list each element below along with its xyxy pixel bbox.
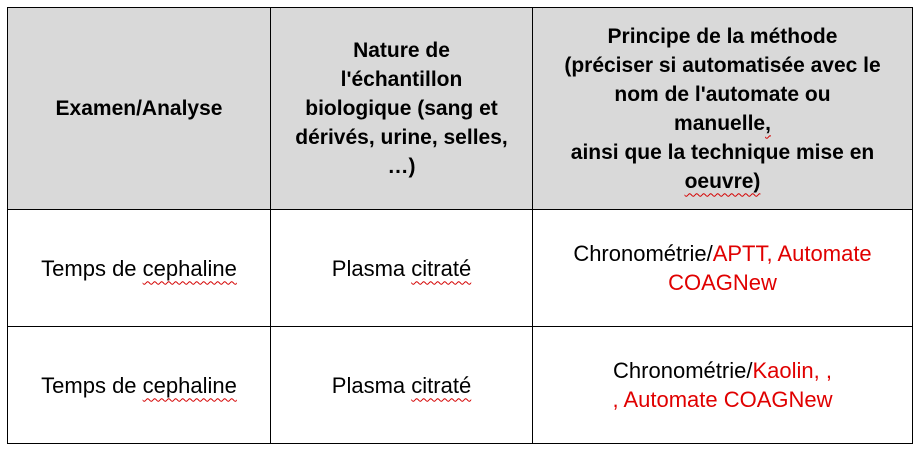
header-sample-nature — [271, 8, 533, 210]
header-method-line — [539, 109, 906, 138]
cell-sample — [271, 327, 533, 444]
header-method-principle — [533, 8, 913, 210]
exam-prefix: Temps de — [41, 372, 143, 398]
method-black-text: Chronométrie/ — [573, 241, 713, 266]
exam-word: cephaline — [142, 372, 237, 398]
cell-sample — [271, 210, 533, 327]
header-sample-line: l'échantillon — [340, 68, 463, 91]
method-line — [539, 356, 906, 385]
sample-word: citraté — [411, 372, 472, 398]
header-sample-line: …) — [387, 155, 416, 178]
header-method-line: Principe de la méthode — [607, 24, 838, 48]
spellcheck-word: oeuvre) — [684, 169, 761, 193]
header-method-line — [539, 167, 906, 196]
table-row — [8, 210, 913, 327]
method-red-line: , Automate COAGNew — [612, 387, 833, 412]
sample-prefix: Plasma — [331, 372, 412, 398]
header-method-line: (préciser si automatisée avec le — [564, 53, 881, 77]
cell-method — [533, 210, 913, 327]
table-row — [8, 327, 913, 444]
sample-word: citraté — [411, 255, 472, 281]
header-method-line-text: manuelle — [674, 111, 766, 135]
cell-exam — [8, 210, 271, 327]
sample-prefix: Plasma — [331, 255, 412, 281]
header-sample-line: Nature de — [353, 39, 450, 62]
table-header-row — [8, 8, 913, 210]
header-sample-line: dérivés, urine, selles, — [295, 126, 508, 149]
header-method-line: nom de l'automate ou — [614, 82, 831, 106]
header-exam — [8, 8, 271, 210]
exam-prefix: Temps de — [41, 255, 143, 281]
cell-exam — [8, 327, 271, 444]
method-red-line: COAGNew — [668, 270, 777, 295]
spellcheck-mark: , — [765, 111, 771, 135]
analysis-method-table — [7, 7, 913, 444]
cell-method — [533, 327, 913, 444]
method-red-text: APTT, Automate — [712, 241, 872, 266]
header-method-line: ainsi que la technique mise en — [570, 140, 875, 164]
method-line — [539, 239, 906, 268]
header-exam-label: Examen/Analyse — [55, 97, 223, 120]
exam-word: cephaline — [142, 255, 237, 281]
method-red-text: Kaolin, , — [752, 358, 832, 383]
header-sample-line: biologique (sang et — [305, 97, 498, 120]
method-black-text: Chronométrie/ — [613, 358, 753, 383]
